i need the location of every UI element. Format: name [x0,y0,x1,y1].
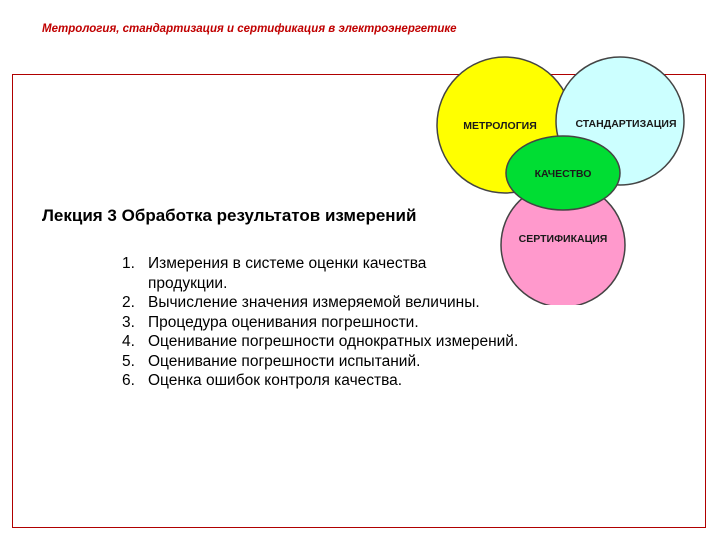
metrology-label: МЕТРОЛОГИЯ [463,120,537,132]
list-item-text: Оценивание погрешности однократных измерений. [148,333,519,350]
list-item [118,313,618,333]
list-item [118,254,618,293]
list-item [118,352,618,372]
list-item-text: Измерения в системе оценки качества продукции. [148,255,427,292]
list-item-number: 1. [122,255,135,272]
list-item-number: 3. [122,313,135,331]
list-item-text: Оценка ошибок контроля качества. [148,372,403,389]
list-item-number: 5. [122,352,135,370]
page-title: Метрология, стандартизация и сертификация в электроэнергетике [42,23,457,35]
list-item-number: 2. [122,294,135,311]
list-item [118,332,618,352]
list-item-text: Вычисление значения измеряемой величины. [148,294,480,311]
topic-list [118,254,618,391]
list-item-text: Процедура оценивания погрешности. [148,313,419,331]
lecture-title: Лекция 3 Обработка результатов измерений [42,206,417,225]
quality-label: КАЧЕСТВО [534,168,592,180]
list-item [118,293,618,313]
standardization-label: СТАНДАРТИЗАЦИЯ [575,118,677,130]
list-item-number: 6. [122,372,135,389]
certification-label: СЕРТИФИКАЦИЯ [518,233,608,245]
list-item [118,371,618,391]
list-item-text: Оценивание погрешности испытаний. [148,352,421,370]
list-item-number: 4. [122,333,135,350]
